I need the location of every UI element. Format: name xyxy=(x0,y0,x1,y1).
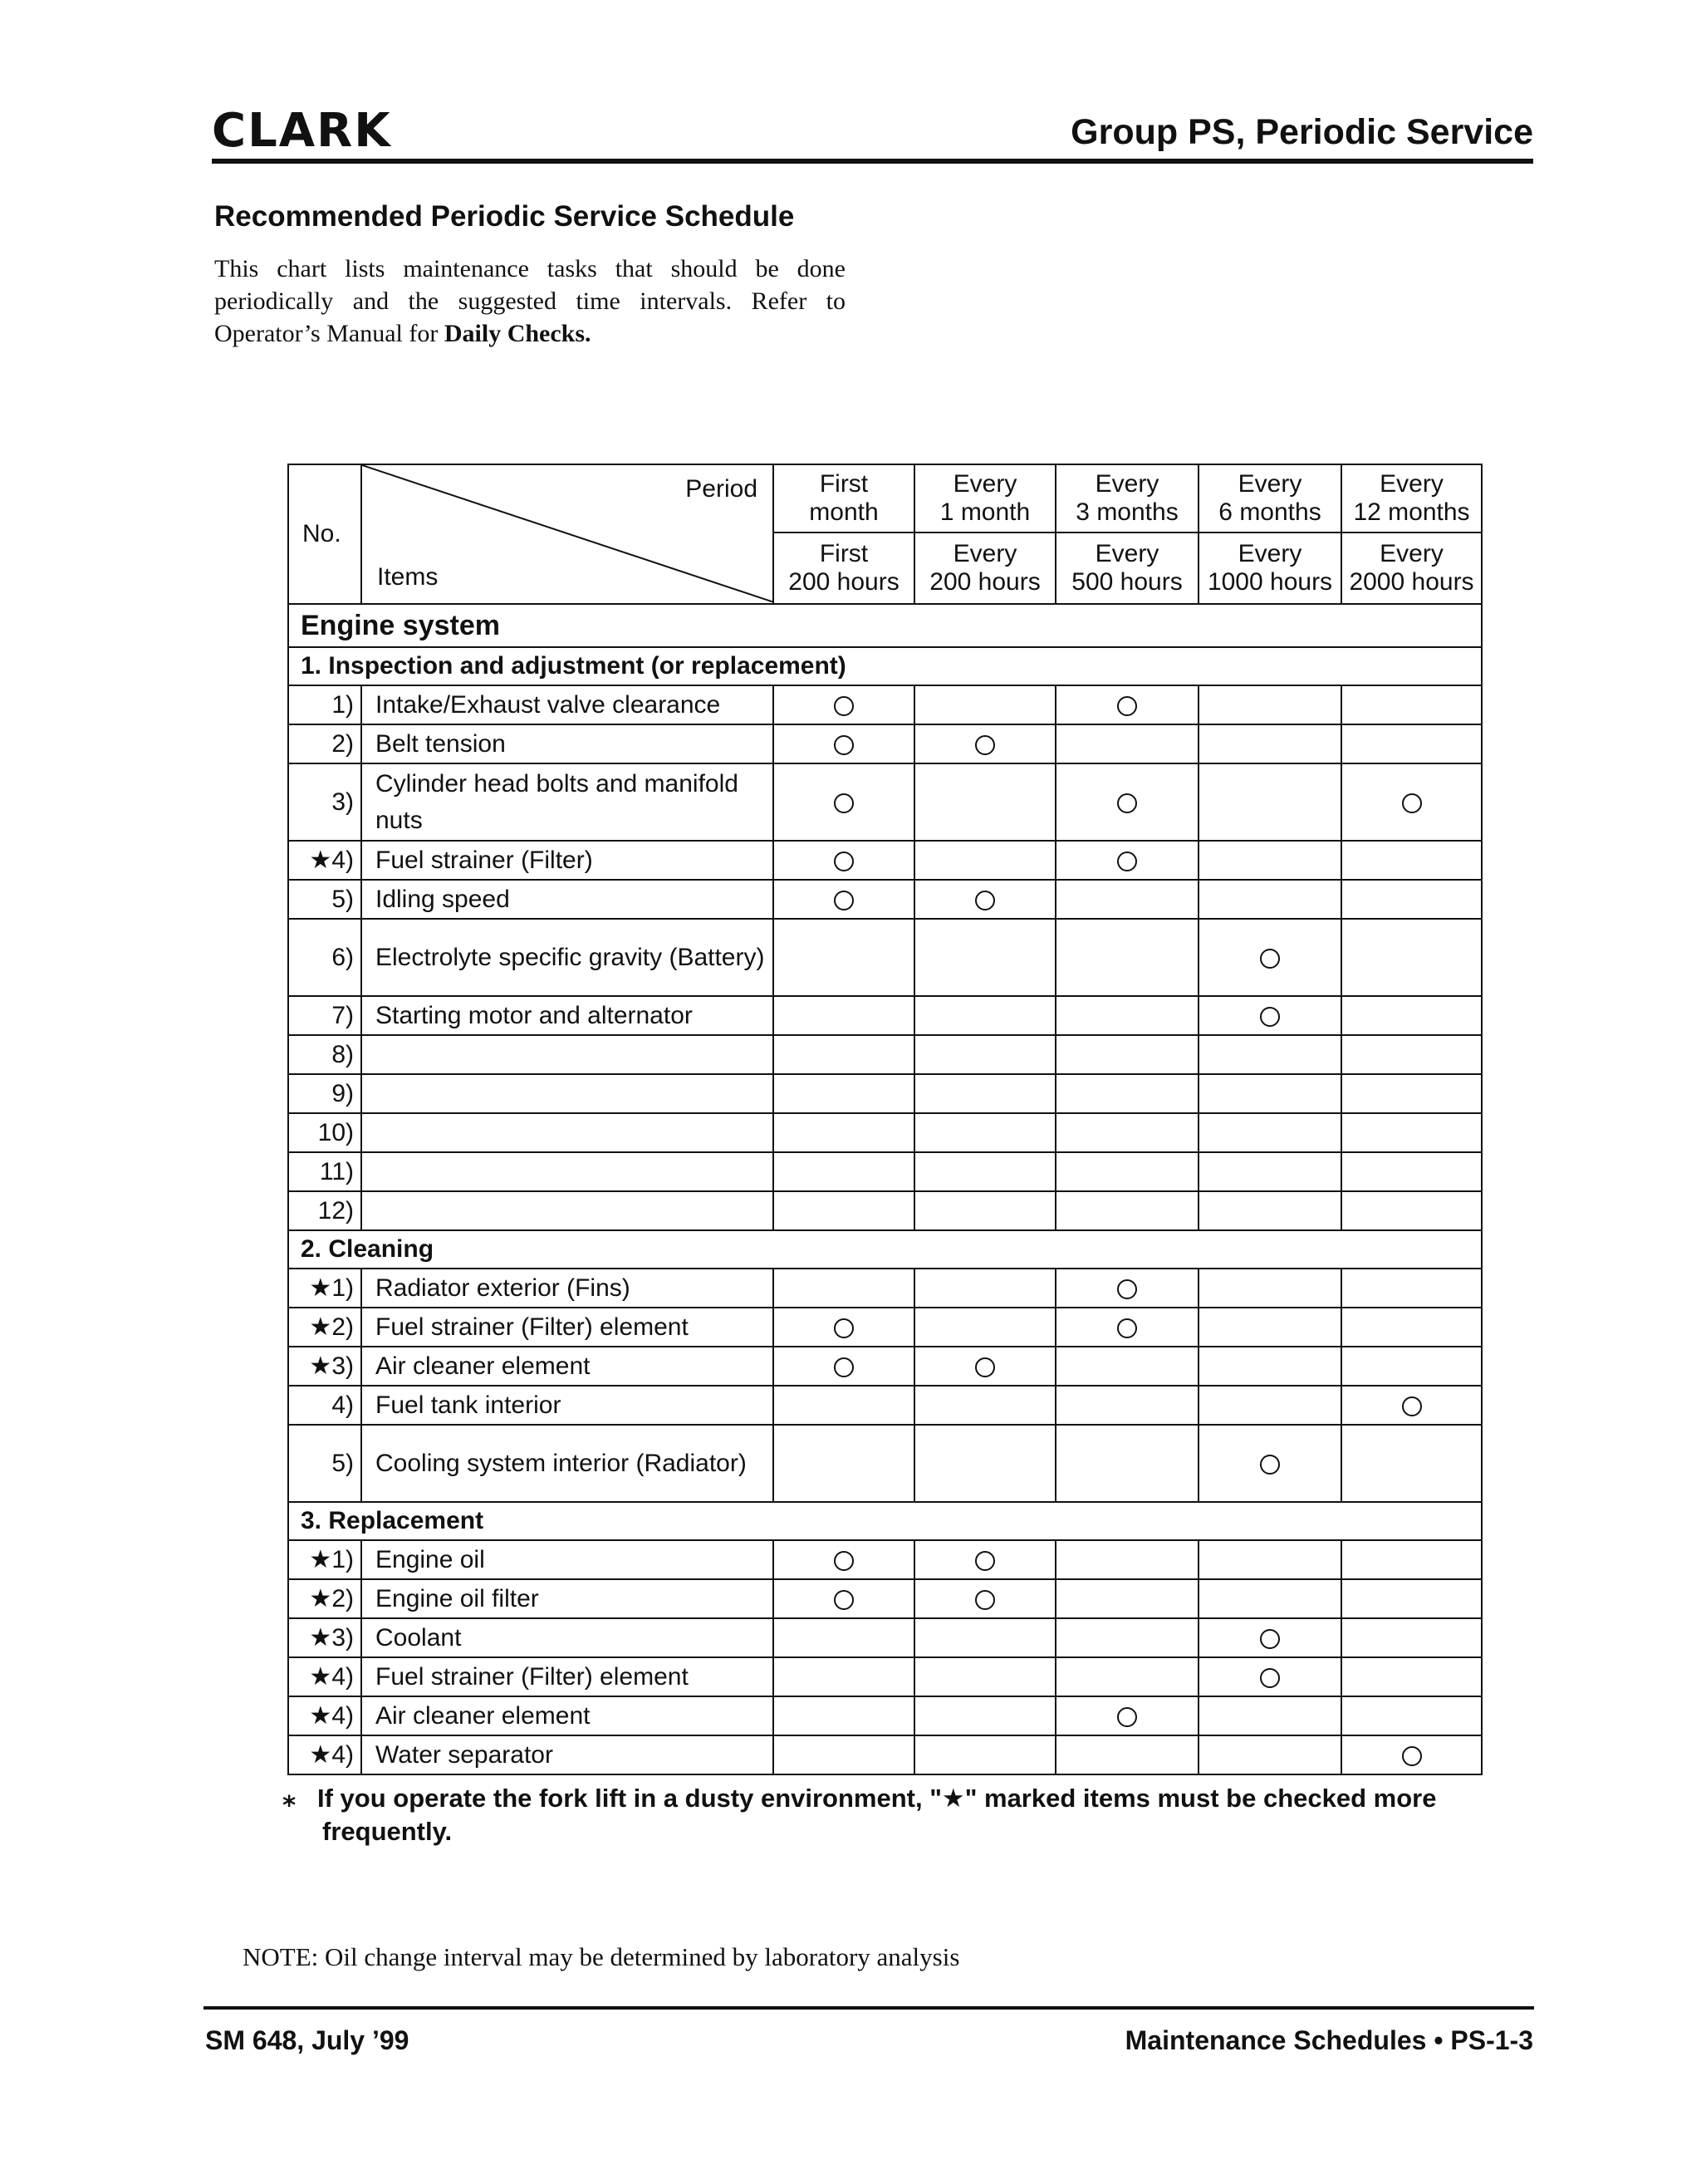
interval-cell xyxy=(1199,1113,1341,1152)
interval-cell xyxy=(914,1618,1056,1657)
period-header-1 xyxy=(914,464,1056,533)
no-header: No. xyxy=(288,464,361,604)
group-title: Group PS, Periodic Service xyxy=(1071,112,1533,152)
item-number: 5) xyxy=(288,1425,361,1502)
item-number: ★3) xyxy=(288,1347,361,1386)
interval-cell xyxy=(914,1152,1056,1191)
item-number: ★4) xyxy=(288,1657,361,1696)
service-circle-icon xyxy=(975,1590,995,1610)
interval-cell xyxy=(1056,1696,1199,1735)
interval-cell xyxy=(773,1152,914,1191)
footnote-line-2: frequently. xyxy=(322,1817,453,1846)
item-name: Radiator exterior (Fins) xyxy=(361,1269,773,1308)
period-label: Period xyxy=(685,475,757,503)
interval-cell xyxy=(1056,763,1199,841)
interval-cell xyxy=(1199,1579,1341,1618)
group-title: 1. Inspection and adjustment (or replacement) xyxy=(288,647,1482,685)
interval-cell xyxy=(914,1696,1056,1735)
group-title: 3. Replacement xyxy=(288,1502,1482,1540)
interval-cell xyxy=(914,1579,1056,1618)
period-header-2 xyxy=(1056,464,1199,533)
table-row xyxy=(288,919,1482,996)
interval-cell xyxy=(1199,1386,1341,1425)
intro-text: This chart lists maintenance tasks that should be done periodically and the suggested time intervals. Refer to Operator’s Manual for xyxy=(214,255,846,347)
table-row xyxy=(288,1347,1482,1386)
table-row xyxy=(288,1540,1482,1579)
interval-cell xyxy=(914,1113,1056,1152)
interval-cell xyxy=(1056,1191,1199,1230)
interval-cell xyxy=(1341,1269,1482,1308)
interval-cell xyxy=(1056,880,1199,919)
period-line-2: 3 months xyxy=(1076,498,1179,526)
interval-cell xyxy=(1341,1347,1482,1386)
interval-cell xyxy=(1199,1540,1341,1579)
table-row xyxy=(288,1618,1482,1657)
interval-cell xyxy=(914,1308,1056,1347)
hours-line-2: 200 hours xyxy=(929,568,1041,596)
item-number: ★4) xyxy=(288,841,361,880)
table-row xyxy=(288,996,1482,1035)
table-row xyxy=(288,1386,1482,1425)
item-name: Intake/Exhaust valve clearance xyxy=(361,685,773,724)
service-circle-icon xyxy=(1117,1318,1137,1338)
interval-cell xyxy=(1056,1113,1199,1152)
interval-cell xyxy=(773,1540,914,1579)
period-line-1: Every xyxy=(1095,470,1159,498)
footer-page-ref: Maintenance Schedules • PS-1-3 xyxy=(1125,2025,1533,2055)
service-circle-icon xyxy=(1117,852,1137,871)
interval-cell xyxy=(1056,1347,1199,1386)
table-row xyxy=(288,1735,1482,1774)
item-name: Electrolyte specific gravity (Battery) xyxy=(361,919,773,996)
interval-cell xyxy=(914,1540,1056,1579)
group-row xyxy=(288,1230,1482,1269)
service-circle-icon xyxy=(1117,696,1137,716)
hours-line-1: Every xyxy=(1238,540,1302,567)
service-circle-icon xyxy=(975,735,995,755)
interval-cell xyxy=(914,1657,1056,1696)
interval-cell xyxy=(1056,724,1199,763)
system-row xyxy=(288,604,1482,647)
interval-cell xyxy=(1341,1308,1482,1347)
hours-header-0 xyxy=(773,533,914,604)
interval-cell xyxy=(914,685,1056,724)
interval-cell xyxy=(914,996,1056,1035)
interval-cell xyxy=(1199,919,1341,996)
item-number: ★3) xyxy=(288,1618,361,1657)
interval-cell xyxy=(1341,763,1482,841)
items-label: Items xyxy=(377,563,439,591)
service-circle-icon xyxy=(834,891,854,910)
service-circle-icon xyxy=(834,1590,854,1610)
period-items-header xyxy=(361,464,773,604)
interval-cell xyxy=(1199,1035,1341,1074)
header-row-months xyxy=(288,464,1482,533)
interval-cell xyxy=(1199,1657,1341,1696)
period-line-1: First xyxy=(819,470,869,498)
intro-bold-text: Daily Checks. xyxy=(444,320,591,347)
item-number: ★2) xyxy=(288,1308,361,1347)
hours-header-3 xyxy=(1199,533,1341,604)
interval-cell xyxy=(1341,685,1482,724)
interval-cell xyxy=(1341,841,1482,880)
interval-cell xyxy=(1056,996,1199,1035)
service-circle-icon xyxy=(1402,1396,1422,1416)
period-line-1: Every xyxy=(1380,470,1444,498)
interval-cell xyxy=(773,1113,914,1152)
interval-cell xyxy=(1341,1191,1482,1230)
item-name: Belt tension xyxy=(361,724,773,763)
interval-cell xyxy=(1199,1347,1341,1386)
interval-cell xyxy=(1199,1735,1341,1774)
interval-cell xyxy=(773,1347,914,1386)
interval-cell xyxy=(914,724,1056,763)
service-circle-icon xyxy=(1117,793,1137,813)
item-name: Cylinder head bolts and manifold nuts xyxy=(361,763,773,841)
interval-cell xyxy=(773,841,914,880)
hours-header-2 xyxy=(1056,533,1199,604)
hours-line-2: 500 hours xyxy=(1071,568,1183,596)
item-number: 2) xyxy=(288,724,361,763)
interval-cell xyxy=(1341,1618,1482,1657)
clark-logo: CLARK xyxy=(212,104,392,158)
interval-cell xyxy=(914,1347,1056,1386)
item-name: Air cleaner element xyxy=(361,1347,773,1386)
interval-cell xyxy=(914,919,1056,996)
service-circle-icon xyxy=(1117,1279,1137,1299)
footer-manual-id: SM 648, July ’99 xyxy=(205,2025,409,2055)
item-name: Engine oil filter xyxy=(361,1579,773,1618)
interval-cell xyxy=(1056,1618,1199,1657)
item-name xyxy=(361,1191,773,1230)
item-number: 3) xyxy=(288,763,361,841)
period-line-2: 12 months xyxy=(1353,498,1470,526)
item-number: ★4) xyxy=(288,1696,361,1735)
period-line-2: 1 month xyxy=(939,498,1031,526)
interval-cell xyxy=(1341,1696,1482,1735)
interval-cell xyxy=(1341,1386,1482,1425)
interval-cell xyxy=(773,1696,914,1735)
item-number: ★2) xyxy=(288,1579,361,1618)
interval-cell xyxy=(1199,1269,1341,1308)
table-row xyxy=(288,685,1482,724)
hours-line-1: Every xyxy=(953,540,1017,567)
item-number: 5) xyxy=(288,880,361,919)
service-circle-icon xyxy=(834,1357,854,1377)
period-header-3 xyxy=(1199,464,1341,533)
item-number: 8) xyxy=(288,1035,361,1074)
interval-cell xyxy=(773,1308,914,1347)
table-row xyxy=(288,1657,1482,1696)
item-name xyxy=(361,1074,773,1113)
item-name: Fuel tank interior xyxy=(361,1386,773,1425)
footnote-line-1: If you operate the fork lift in a dusty environment, "★" marked items must be checked more xyxy=(317,1784,1437,1813)
interval-cell xyxy=(1199,1425,1341,1502)
hours-line-2: 2000 hours xyxy=(1349,568,1474,596)
interval-cell xyxy=(1056,1657,1199,1696)
interval-cell xyxy=(914,1735,1056,1774)
interval-cell xyxy=(1199,685,1341,724)
service-circle-icon xyxy=(975,1357,995,1377)
item-name: Fuel strainer (Filter) element xyxy=(361,1657,773,1696)
interval-cell xyxy=(1056,1386,1199,1425)
interval-cell xyxy=(1341,880,1482,919)
item-number: 10) xyxy=(288,1113,361,1152)
interval-cell xyxy=(1341,1579,1482,1618)
interval-cell xyxy=(914,841,1056,880)
service-circle-icon xyxy=(1260,1629,1280,1649)
table-row xyxy=(288,724,1482,763)
item-name xyxy=(361,1113,773,1152)
service-circle-icon xyxy=(1117,1707,1137,1727)
service-schedule-table xyxy=(287,464,1483,1775)
interval-cell xyxy=(1341,1152,1482,1191)
table-row xyxy=(288,1035,1482,1074)
interval-cell xyxy=(773,763,914,841)
interval-cell xyxy=(773,919,914,996)
interval-cell xyxy=(1199,841,1341,880)
table-row xyxy=(288,1269,1482,1308)
engine-system-title: Engine system xyxy=(288,604,1482,647)
interval-cell xyxy=(1199,996,1341,1035)
interval-cell xyxy=(773,685,914,724)
service-circle-icon xyxy=(834,852,854,871)
table-row xyxy=(288,1579,1482,1618)
hours-line-1: Every xyxy=(1095,540,1159,567)
interval-cell xyxy=(773,1074,914,1113)
service-circle-icon xyxy=(834,735,854,755)
interval-cell xyxy=(1056,919,1199,996)
item-number: 7) xyxy=(288,996,361,1035)
interval-cell xyxy=(1056,841,1199,880)
interval-cell xyxy=(1199,1618,1341,1657)
table-row xyxy=(288,1074,1482,1113)
group-title: 2. Cleaning xyxy=(288,1230,1482,1269)
item-name: Engine oil xyxy=(361,1540,773,1579)
interval-cell xyxy=(1056,1579,1199,1618)
item-name: Cooling system interior (Radiator) xyxy=(361,1425,773,1502)
interval-cell xyxy=(773,1191,914,1230)
intro-paragraph xyxy=(214,253,846,350)
service-circle-icon xyxy=(1260,1007,1280,1027)
interval-cell xyxy=(1056,1152,1199,1191)
interval-cell xyxy=(1056,1269,1199,1308)
interval-cell xyxy=(1199,1152,1341,1191)
service-circle-icon xyxy=(1402,793,1422,813)
table-row xyxy=(288,880,1482,919)
service-circle-icon xyxy=(834,793,854,813)
interval-cell xyxy=(1341,1657,1482,1696)
hours-header-1 xyxy=(914,533,1056,604)
interval-cell xyxy=(1199,1696,1341,1735)
interval-cell xyxy=(1341,1540,1482,1579)
hours-line-1: First xyxy=(819,540,869,567)
table-row xyxy=(288,1696,1482,1735)
interval-cell xyxy=(1199,1074,1341,1113)
item-name: Fuel strainer (Filter) element xyxy=(361,1308,773,1347)
table-row xyxy=(288,1308,1482,1347)
service-circle-icon xyxy=(975,891,995,910)
period-line-1: Every xyxy=(1238,470,1302,498)
section-title: Recommended Periodic Service Schedule xyxy=(214,200,795,233)
group-row xyxy=(288,647,1482,685)
dusty-environment-footnote xyxy=(282,1782,1487,1848)
interval-cell xyxy=(1341,996,1482,1035)
interval-cell xyxy=(1199,1308,1341,1347)
interval-cell xyxy=(773,880,914,919)
item-number: ★4) xyxy=(288,1735,361,1774)
table-row xyxy=(288,1191,1482,1230)
interval-cell xyxy=(1056,1735,1199,1774)
table-row xyxy=(288,763,1482,841)
interval-cell xyxy=(773,1425,914,1502)
table-row xyxy=(288,1113,1482,1152)
interval-cell xyxy=(914,880,1056,919)
interval-cell xyxy=(773,724,914,763)
interval-cell xyxy=(1056,1035,1199,1074)
interval-cell xyxy=(773,1579,914,1618)
table-row xyxy=(288,1425,1482,1502)
period-header-4 xyxy=(1341,464,1482,533)
interval-cell xyxy=(1199,763,1341,841)
interval-cell xyxy=(914,1191,1056,1230)
item-name: Water separator xyxy=(361,1735,773,1774)
interval-cell xyxy=(773,1735,914,1774)
interval-cell xyxy=(914,1425,1056,1502)
interval-cell xyxy=(773,1386,914,1425)
interval-cell xyxy=(1056,1540,1199,1579)
group-row xyxy=(288,1502,1482,1540)
reference-mark: ⁎ xyxy=(282,1784,297,1813)
item-name: Coolant xyxy=(361,1618,773,1657)
interval-cell xyxy=(1341,919,1482,996)
interval-cell xyxy=(1341,1035,1482,1074)
interval-cell xyxy=(1056,1308,1199,1347)
interval-cell xyxy=(914,763,1056,841)
item-number: 11) xyxy=(288,1152,361,1191)
interval-cell xyxy=(1199,880,1341,919)
item-name: Fuel strainer (Filter) xyxy=(361,841,773,880)
period-line-2: 6 months xyxy=(1218,498,1321,526)
hours-line-2: 1000 hours xyxy=(1207,568,1333,596)
interval-cell xyxy=(914,1386,1056,1425)
hours-line-1: Every xyxy=(1380,540,1444,567)
item-name xyxy=(361,1035,773,1074)
item-name: Air cleaner element xyxy=(361,1696,773,1735)
interval-cell xyxy=(773,1269,914,1308)
period-line-2: month xyxy=(809,498,879,526)
interval-cell xyxy=(1341,1113,1482,1152)
interval-cell xyxy=(1199,1191,1341,1230)
interval-cell xyxy=(773,1618,914,1657)
item-number: 9) xyxy=(288,1074,361,1113)
item-number: 6) xyxy=(288,919,361,996)
interval-cell xyxy=(914,1269,1056,1308)
period-header-0 xyxy=(773,464,914,533)
interval-cell xyxy=(1341,1425,1482,1502)
service-circle-icon xyxy=(975,1551,995,1571)
service-circle-icon xyxy=(834,1318,854,1338)
item-number: ★1) xyxy=(288,1269,361,1308)
interval-cell xyxy=(773,996,914,1035)
hours-line-2: 200 hours xyxy=(788,568,900,596)
interval-cell xyxy=(1341,1735,1482,1774)
interval-cell xyxy=(1056,1425,1199,1502)
interval-cell xyxy=(1056,685,1199,724)
interval-cell xyxy=(1341,1074,1482,1113)
header-rule xyxy=(212,159,1533,164)
footer-rule xyxy=(203,2006,1534,2010)
period-line-1: Every xyxy=(953,470,1017,498)
interval-cell xyxy=(773,1657,914,1696)
item-name: Starting motor and alternator xyxy=(361,996,773,1035)
item-number: 4) xyxy=(288,1386,361,1425)
interval-cell xyxy=(1056,1074,1199,1113)
table-row xyxy=(288,1152,1482,1191)
service-circle-icon xyxy=(834,696,854,716)
service-circle-icon xyxy=(834,1551,854,1571)
item-name xyxy=(361,1152,773,1191)
interval-cell xyxy=(1341,724,1482,763)
item-name: Idling speed xyxy=(361,880,773,919)
service-circle-icon xyxy=(1260,949,1280,969)
item-number: 1) xyxy=(288,685,361,724)
interval-cell xyxy=(914,1074,1056,1113)
hours-header-4 xyxy=(1341,533,1482,604)
item-number: ★1) xyxy=(288,1540,361,1579)
item-number: 12) xyxy=(288,1191,361,1230)
interval-cell xyxy=(1199,724,1341,763)
service-circle-icon xyxy=(1260,1455,1280,1475)
interval-cell xyxy=(914,1035,1056,1074)
service-circle-icon xyxy=(1402,1746,1422,1766)
interval-cell xyxy=(773,1035,914,1074)
table-row xyxy=(288,841,1482,880)
service-circle-icon xyxy=(1260,1668,1280,1688)
oil-change-note: NOTE: Oil change interval may be determined by laboratory analysis xyxy=(243,1942,960,1971)
